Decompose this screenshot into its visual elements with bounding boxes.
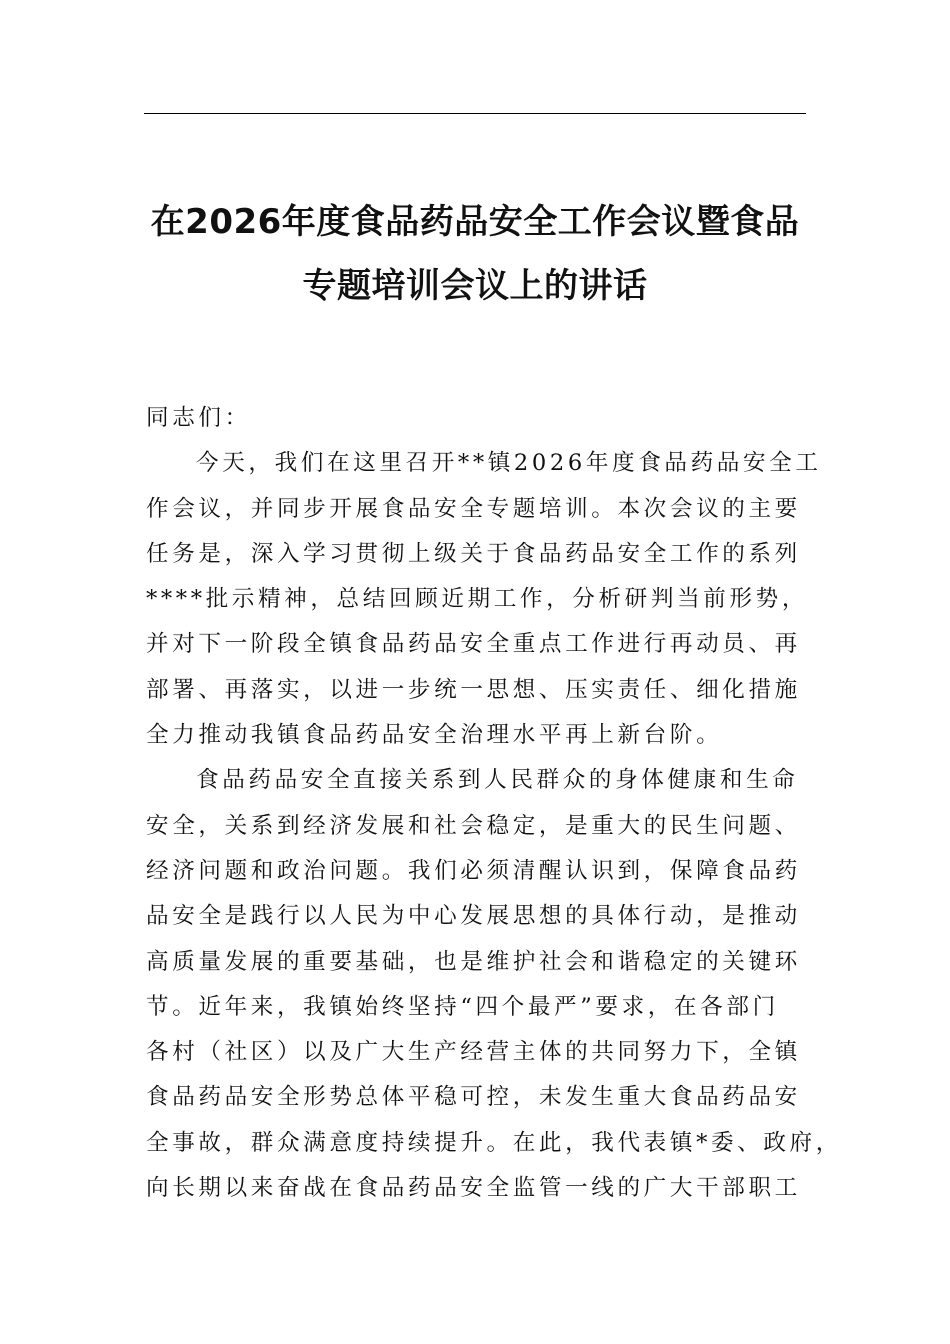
paragraph-line: 经济问题和政治问题。我们必须清醒认识到，保障食品药 [146,857,801,884]
paragraph-line: 全力推动我镇食品药品安全治理水平再上新台阶。 [146,722,723,749]
paragraph-line: 作会议，并同步开展食品安全专题培训。本次会议的主要 [146,495,801,522]
paragraph-line: 全事故，群众满意度持续提升。在此，我代表镇*委、政府， [146,1129,842,1156]
salutation: 同志们： [146,405,251,431]
paragraph-line: 食品药品安全形势总体平稳可控，未发生重大食品药品安 [146,1084,801,1111]
paragraph-line: 品安全是践行以人民为中心发展思想的具体行动，是推动 [146,903,801,930]
document-title [120,190,830,318]
paragraph-2 [146,758,842,1211]
paragraph-line: 并对下一阶段全镇食品药品安全重点工作进行再动员、再 [146,631,801,658]
document-body [146,396,842,1211]
paragraph-line: 食品药品安全直接关系到人民群众的身体健康和生命 [196,767,799,794]
paragraph-line: 高质量发展的重要基础，也是维护社会和谐稳定的关键环 [146,948,801,975]
paragraph-line: 部署、再落实，以进一步统一思想、压实责任、细化措施 [146,676,801,703]
title-line-2: 专题培训会议上的讲话 [302,266,648,306]
title-line-1: 在2026年度食品药品安全工作会议暨食品 [150,202,800,242]
paragraph-line: 向长期以来奋战在食品药品安全监管一线的广大干部职工 [146,1175,801,1202]
paragraph-line: 各村（社区）以及广大生产经营主体的共同努力下，全镇 [146,1039,801,1066]
paragraph-line: 今天，我们在这里召开**镇2026年度食品药品安全工 [196,450,822,477]
paragraph-line: ****批示精神，总结回顾近期工作，分析研判当前形势， [146,586,809,613]
paragraph-line: 任务是，深入学习贯彻上级关于食品药品安全工作的系列 [146,540,801,567]
paragraph-line: 节。近年来，我镇始终坚持“四个最严”要求，在各部门 [146,993,779,1020]
header-rule [144,113,806,114]
paragraph-line: 安全，关系到经济发展和社会稳定，是重大的民生问题、 [146,812,801,839]
paragraph-1 [146,441,822,758]
